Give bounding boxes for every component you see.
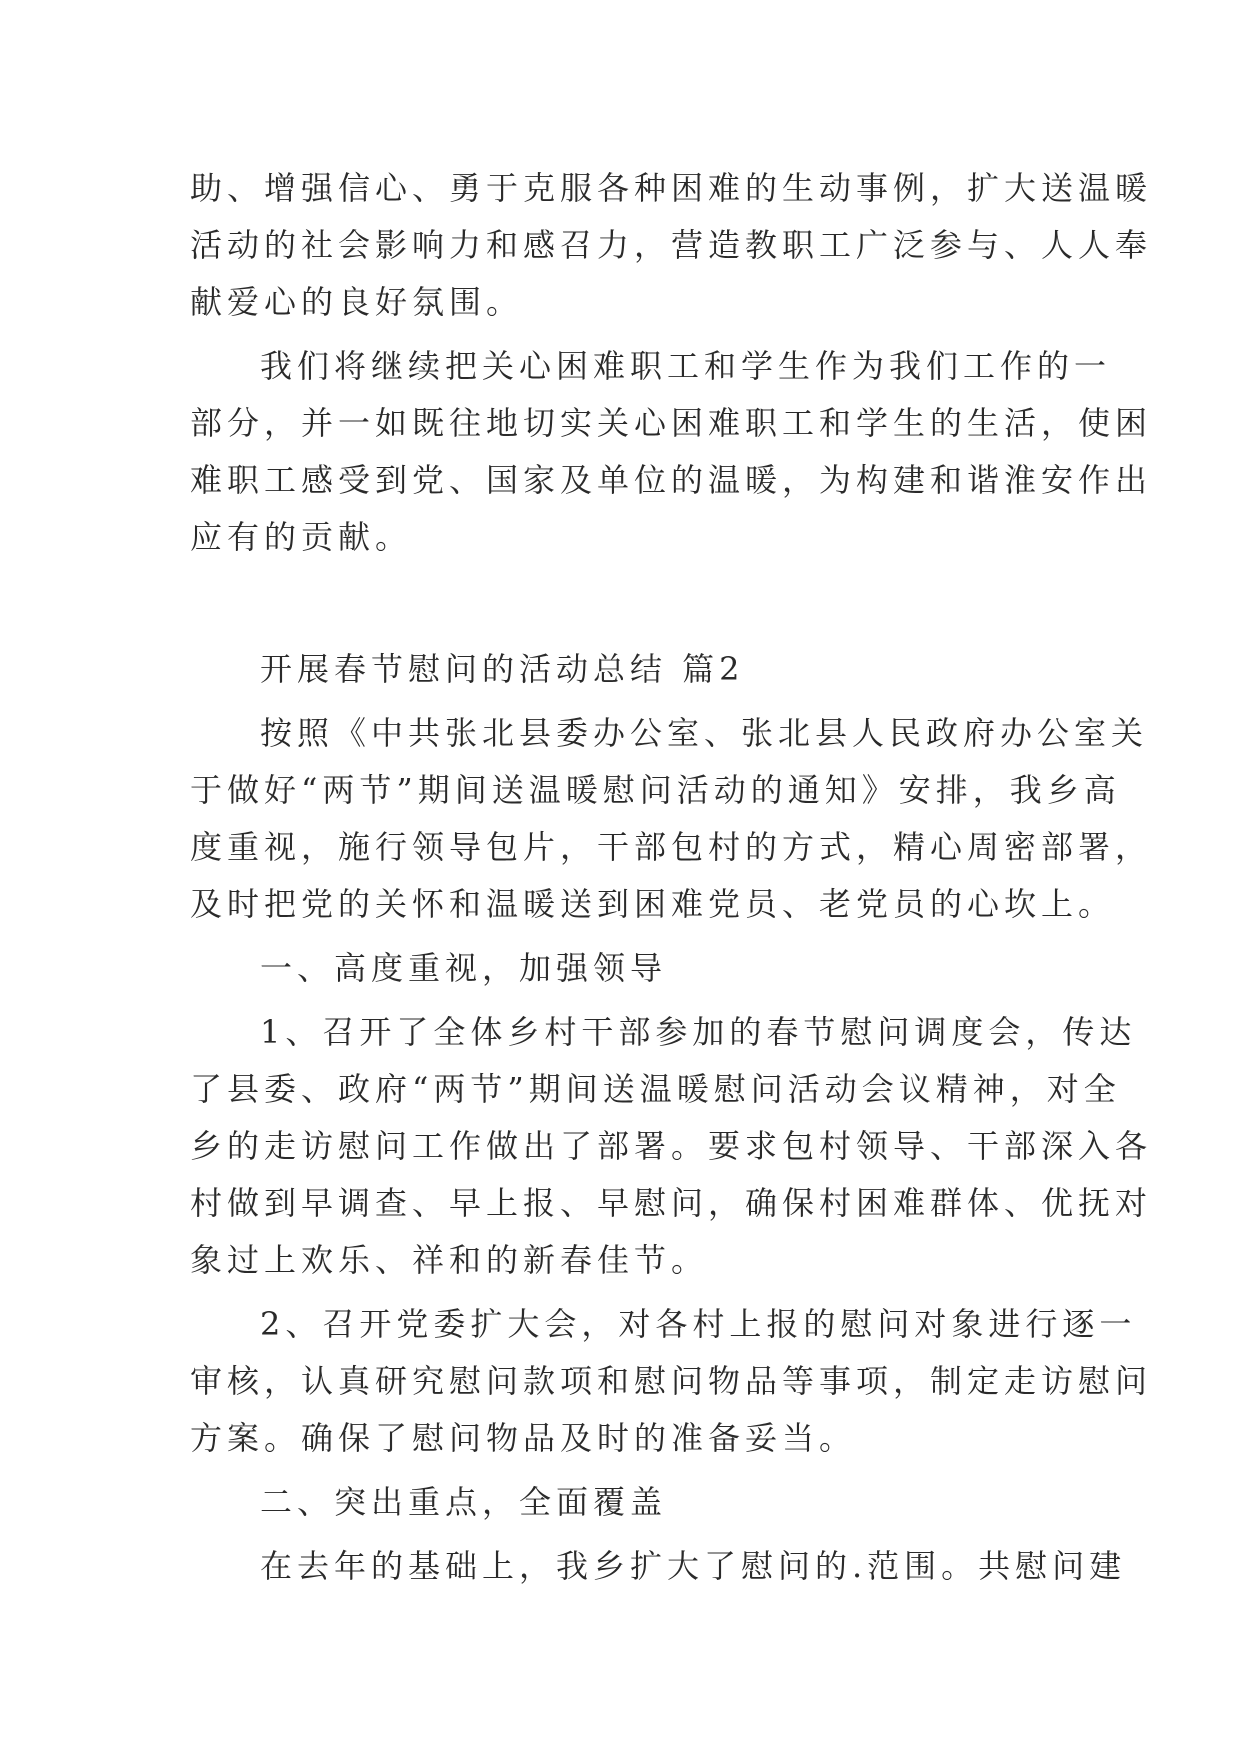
paragraph-scope xyxy=(190,1538,1127,1595)
text-line: 于做好“两节”期间送温暖慰问活动的通知》安排，我乡高 xyxy=(190,771,1121,809)
paragraph-continued xyxy=(190,160,1153,331)
paragraph-commitment xyxy=(190,338,1153,566)
text-line: 在去年的基础上，我乡扩大了慰问的.范围。共慰问建 xyxy=(260,1547,1127,1585)
text-line: 2、召开党委扩大会，对各村上报的慰问对象进行逐一 xyxy=(260,1305,1137,1343)
text-line: 了县委、政府“两节”期间送温暖慰问活动会议精神，对全 xyxy=(190,1070,1121,1108)
paragraph-intro xyxy=(190,705,1153,933)
text-line: 助、增强信心、勇于克服各种困难的生动事例，扩大送温暖 xyxy=(190,169,1153,207)
text-line: 应有的贡献。 xyxy=(190,518,413,556)
text-line: 按照《中共张北县委办公室、张北县人民政府办公室关 xyxy=(260,714,1149,752)
text-line: 象过上欢乐、祥和的新春佳节。 xyxy=(190,1241,709,1279)
text-line: 村做到早调查、早上报、早慰问，确保村困难群体、优抚对 xyxy=(190,1184,1153,1222)
text-line: 及时把党的关怀和温暖送到困难党员、老党员的心坎上。 xyxy=(190,885,1116,923)
section-title: 开展春节慰问的活动总结 篇2 xyxy=(260,650,745,688)
text-line: 献爱心的良好氛围。 xyxy=(190,283,524,321)
text-line: 审核，认真研究慰问款项和慰问物品等事项，制定走访慰问 xyxy=(190,1362,1153,1400)
paragraph-item-1 xyxy=(190,1004,1153,1289)
text-line: 活动的社会影响力和感召力，营造教职工广泛参与、人人奉 xyxy=(190,226,1153,264)
text-line: 乡的走访慰问工作做出了部署。要求包村领导、干部深入各 xyxy=(190,1127,1153,1165)
heading-coverage: 二、突出重点，全面覆盖 xyxy=(260,1483,668,1521)
text-line: 部分，并一如既往地切实关心困难职工和学生的生活，使困 xyxy=(190,404,1153,442)
heading-leadership: 一、高度重视，加强领导 xyxy=(260,949,668,987)
paragraph-item-2 xyxy=(190,1296,1153,1467)
text-line: 难职工感受到党、国家及单位的温暖，为构建和谐淮安作出 xyxy=(190,461,1153,499)
text-line: 我们将继续把关心困难职工和学生作为我们工作的一 xyxy=(260,347,1112,385)
document-body xyxy=(190,160,1153,1595)
section-spacer xyxy=(190,566,1070,641)
text-line: 1、召开了全体乡村干部参加的春节慰问调度会，传达 xyxy=(260,1013,1137,1051)
text-line: 度重视，施行领导包片，干部包村的方式，精心周密部署， xyxy=(190,828,1153,866)
text-line: 方案。确保了慰问物品及时的准备妥当。 xyxy=(190,1419,857,1457)
